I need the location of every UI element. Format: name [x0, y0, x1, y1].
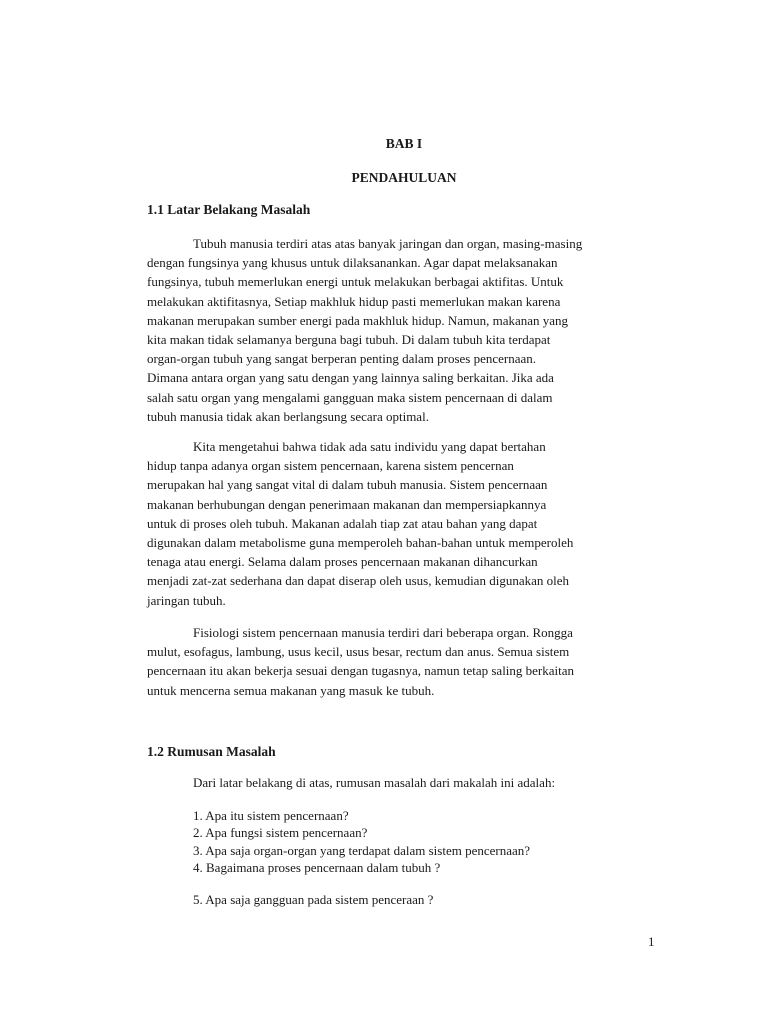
chapter-title: PENDAHULUAN: [351, 170, 457, 185]
paragraph-line: melakukan aktifitasnya, Setiap makhluk hidup pasti memerlukan makan karena: [147, 293, 561, 309]
paragraph-line: tubuh manusia tidak akan berlangsung secara optimal.: [147, 408, 429, 424]
list-item: 4. Bagaimana proses pencernaan dalam tubuh ?: [193, 860, 441, 876]
paragraph-line: kita makan tidak selamanya berguna bagi tubuh. Di dalam tubuh kita terdapat: [147, 332, 551, 348]
paragraph-line: untuk di proses oleh tubuh. Makanan adalah tiap zat atau bahan yang dapat: [147, 515, 538, 531]
paragraph-line: digunakan dalam metabolisme guna memperoleh bahan-bahan untuk memperoleh: [147, 535, 574, 551]
paragraph-line: organ-organ tubuh yang sangat berperan penting dalam proses pencernaan.: [147, 351, 537, 367]
paragraph-line: pencernaan itu akan bekerja sesuai dengan tugasnya, namun tetap saling berkaitan: [147, 663, 575, 679]
paragraph-line: merupakan hal yang sangat vital di dalam tubuh manusia. Sistem pencernaan: [147, 477, 548, 493]
paragraph-3: [147, 623, 667, 700]
paragraph-line: dengan fungsinya yang khusus untuk dilaksanankan. Agar dapat melaksanakan: [147, 255, 558, 271]
paragraph-1: [147, 234, 667, 426]
paragraph-line: Fisiologi sistem pencernaan manusia terdiri dari beberapa organ. Rongga: [193, 625, 573, 640]
paragraph-line: makanan berhubungan dengan penerimaan makanan dan mempersiapkannya: [147, 496, 547, 512]
page-number: 1: [648, 934, 655, 949]
paragraph-2: [147, 437, 667, 610]
section-heading-latar-belakang: 1.1 Latar Belakang Masalah: [147, 202, 311, 217]
list-item: 1. Apa itu sistem pencernaan?: [193, 808, 349, 823]
paragraph-line: salah satu organ yang mengalami gangguan maka sistem pencernaan di dalam: [147, 389, 553, 405]
paragraph-line: hidup tanpa adanya organ sistem pencernaan, karena sistem pencernan: [147, 458, 514, 474]
chapter-number: BAB I: [385, 136, 423, 151]
section-heading-rumusan-masalah: 1.2 Rumusan Masalah: [147, 744, 276, 759]
paragraph-line: makanan merupakan sumber energi pada makhluk hidup. Namun, makanan yang: [147, 312, 569, 328]
rumusan-intro: Dari latar belakang di atas, rumusan masalah dari makalah ini adalah:: [193, 775, 556, 790]
paragraph-line: fungsinya, tubuh memerlukan energi untuk melakukan berbagai aktifitas. Untuk: [147, 274, 564, 290]
list-item: 5. Apa saja gangguan pada sistem penceraan ?: [193, 891, 434, 907]
question-list: [193, 807, 530, 908]
paragraph-line: menjadi zat-zat sederhana dan dapat diserap oleh usus, kemudian digunakan oleh: [147, 573, 569, 589]
paragraph-line: Dimana antara organ yang satu dengan yang lainnya saling berkaitan. Jika ada: [147, 370, 554, 386]
list-item: 2. Apa fungsi sistem pencernaan?: [193, 825, 368, 841]
paragraph-line: mulut, esofagus, lambung, usus kecil, usus besar, rectum dan anus. Semua sistem: [147, 644, 570, 660]
paragraph-line: Kita mengetahui bahwa tidak ada satu individu yang dapat bertahan: [193, 439, 546, 454]
paragraph-line: untuk mencerna semua makanan yang masuk ke tubuh.: [147, 682, 435, 698]
paragraph-line: jaringan tubuh.: [147, 592, 226, 608]
list-item: 3. Apa saja organ-organ yang terdapat dalam sistem pencernaan?: [193, 842, 531, 858]
paragraph-line: Tubuh manusia terdiri atas atas banyak jaringan dan organ, masing-masing: [193, 236, 583, 251]
paragraph-line: tenaga atau energi. Selama dalam proses pencernaan makanan dihancurkan: [147, 554, 538, 570]
